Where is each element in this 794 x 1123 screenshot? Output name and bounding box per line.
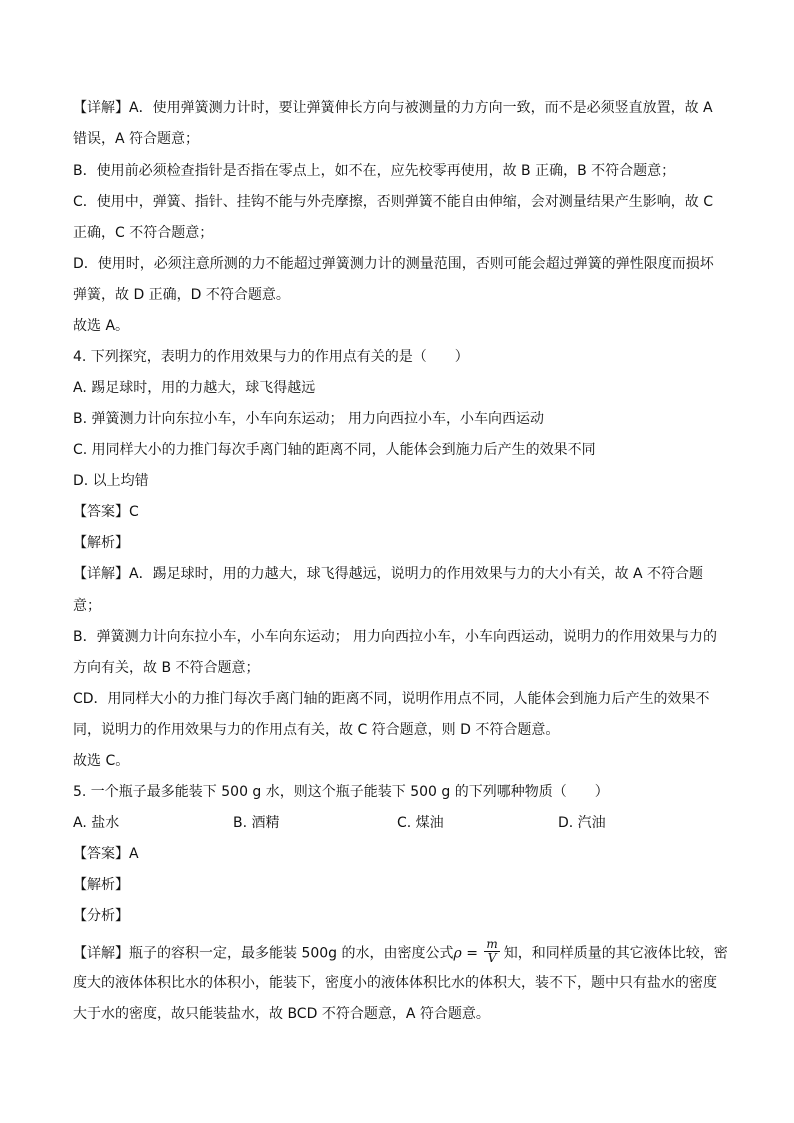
q5-answer: 【答案】A <box>73 846 139 862</box>
density-symbol: ρ <box>453 945 462 962</box>
q5-option-d: D. 汽油 <box>558 815 606 831</box>
q4-detail-line-2: 意； <box>73 598 101 614</box>
q5-analysis-label: 【解析】 <box>73 877 129 893</box>
q5-option-c: C. 煤油 <box>397 815 444 831</box>
fraction-numerator: m <box>486 937 498 951</box>
q3-detail-line-4: C．使用中，弹簧、指针、挂钩不能与外壳摩擦，否则弹簧不能自由伸缩，会对测量结果产生影响，故 C <box>73 194 713 210</box>
q3-detail-line-1: 【详解】A．使用弹簧测力计时，要让弹簧伸长方向与被测量的力方向一致，而不是必须竖直放置，故 A <box>73 100 713 116</box>
q5-detail-line-3: 大于水的密度，故只能装盐水，故 BCD 不符合题意，A 符合题意。 <box>73 1006 490 1022</box>
q5-detail-line-1 <box>73 937 728 965</box>
equals-sign: = <box>461 945 483 962</box>
q5-detail-line-1-pre: 【详解】瓶子的容积一定，最多能装 500g 的水，由密度公式 <box>73 945 454 962</box>
q4-answer: 【答案】C <box>73 504 139 520</box>
q5-detail-line-2: 度大的液体体积比水的体积小，能装下，密度小的液体体积比水的体积大，装不下，题中只有盐水的密度 <box>73 975 717 991</box>
q5-option-b: B. 酒精 <box>233 815 280 831</box>
q4-question: 4. 下列探究，表明力的作用效果与力的作用点有关的是（ ） <box>73 349 469 365</box>
q5-detail-line-1-post: 知，和同样质量的其它液体比较，密 <box>503 945 728 962</box>
fraction-denominator: V <box>487 951 497 965</box>
density-fraction <box>484 938 499 965</box>
q4-detail-line-5: CD．用同样大小的力推门每次手离门轴的距离不同，说明作用点不同，人能体会到施力后产生的效果不 <box>73 691 710 707</box>
q4-detail-line-6: 同，说明力的作用效果与力的作用点有关，故 C 符合题意，则 D 不符合题意。 <box>73 722 560 738</box>
q4-detail-line-4: 方向有关，故 B 不符合题意； <box>73 660 260 676</box>
q5-options-row <box>73 813 733 833</box>
q3-detail-line-3: B．使用前必须检查指针是否指在零点上，如不在，应先校零再使用，故 B 正确，B 不符合题意； <box>73 163 676 179</box>
q3-detail-line-5: 正确，C 不符合题意； <box>73 225 214 241</box>
q4-conclusion: 故选 C。 <box>73 753 130 769</box>
q4-option-d: D. 以上均错 <box>73 473 149 489</box>
q4-detail-line-1: 【详解】A．踢足球时，用的力越大，球飞得越远，说明力的作用效果与力的大小有关，故 A 不符合题 <box>73 566 704 582</box>
q3-detail-line-7: 弹簧，故 D 正确，D 不符合题意。 <box>73 287 290 303</box>
q4-option-b: B. 弹簧测力计向东拉小车，小车向东运动； 用力向西拉小车，小车向西运动 <box>73 411 544 427</box>
q4-analysis-label: 【解析】 <box>73 535 129 551</box>
q3-detail-line-6: D．使用时，必须注意所测的力不能超过弹簧测力计的测量范围，否则可能会超过弹簧的弹性限度而损坏 <box>73 256 714 272</box>
q4-detail-line-3: B．弹簧测力计向东拉小车，小车向东运动； 用力向西拉小车，小车向西运动，说明力的作用效果与力的 <box>73 629 718 645</box>
q3-conclusion: 故选 A。 <box>73 318 130 334</box>
q3-detail-line-2: 错误，A 符合题意； <box>73 131 200 147</box>
q4-option-a: A. 踢足球时，用的力越大，球飞得越远 <box>73 380 316 396</box>
q5-option-a: A. 盐水 <box>73 815 120 831</box>
q4-option-c: C. 用同样大小的力推门每次手离门轴的距离不同，人能体会到施力后产生的效果不同 <box>73 442 596 458</box>
q5-question: 5. 一个瓶子最多能装下 500 g 水，则这个瓶子能装下 500 g 的下列哪种物质（ ） <box>73 784 609 800</box>
q5-analysis-sub-label: 【分析】 <box>73 908 129 924</box>
